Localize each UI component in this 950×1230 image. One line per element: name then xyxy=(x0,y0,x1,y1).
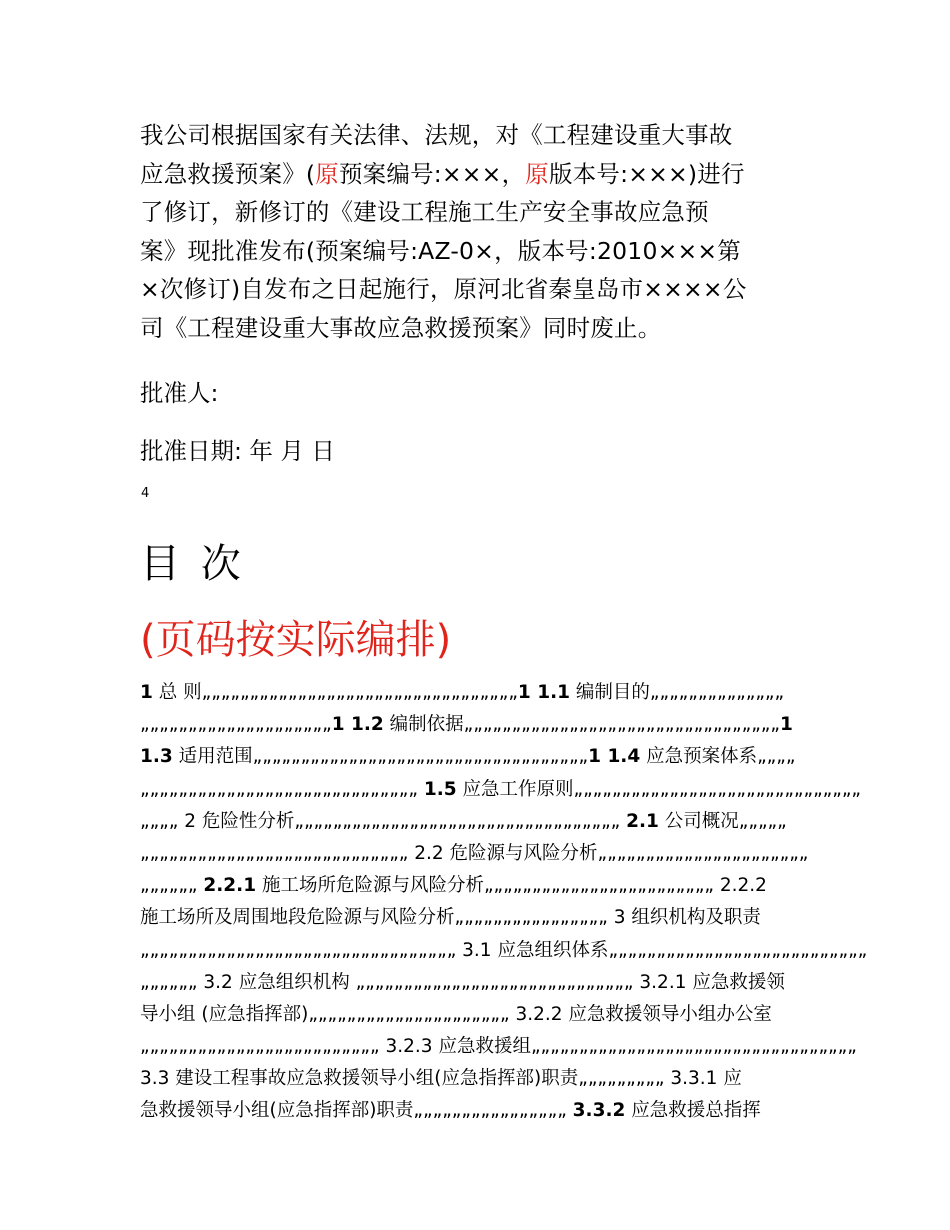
text-run: 司《工程建设重大事故应急救援预案》同时废止。 xyxy=(140,313,662,342)
toc-number: 2.2.1 xyxy=(203,875,257,897)
toc-text: 导小组 (应急指挥部)„„„„„„„„„„„„„„„„„„„„„ 3.2.2 应急救援领导小组办公室 xyxy=(140,1003,772,1025)
toc-line xyxy=(140,999,820,1031)
toc-line xyxy=(140,709,820,741)
toc-number: 3.3.2 xyxy=(572,1100,626,1122)
toc-number: 1.5 xyxy=(423,778,457,800)
toc-number: 1 1.1 xyxy=(517,682,571,703)
toc-text: 编制依据„„„„„„„„„„„„„„„„„„„„„„„„„„„„„„„„„ xyxy=(383,714,780,736)
toc-number: 1 xyxy=(140,682,153,703)
highlight-text: 原 xyxy=(315,159,339,188)
page-number: 4 xyxy=(141,486,150,501)
toc-text: 施工场所危险源与风险分析„„„„„„„„„„„„„„„„„„„„„„„„ 2.2.2 xyxy=(256,875,767,897)
toc-text: „„„„„„„„„„„„„„„„„„„„„„„„„ 3.2.3 应急救援组„„„„„„„„„„„„„„„„„„„„„„„„„„„„„„„„„„ xyxy=(140,1036,857,1058)
toc-line xyxy=(140,774,862,806)
paragraph-line xyxy=(140,116,820,155)
highlight-text: 原 xyxy=(525,159,549,188)
toc-text: 急救援领导小组(应急指挥部)职责„„„„„„„„„„„„„„„„ xyxy=(140,1100,573,1122)
toc-number: 2.1 xyxy=(626,810,659,832)
toc-text: „„„„„„„„„„„„„„„„„„„„„„„„„„„„ 2.2 危险源与风险分析„„„„„„„„„„„„„„„„„„„„„„ xyxy=(140,842,809,864)
toc-note: (页码按实际编排) xyxy=(140,617,452,663)
toc-text: 编制目的„„„„„„„„„„„„„„ xyxy=(570,682,785,703)
approval-date-label: 批准日期: 年 月 日 xyxy=(140,437,335,465)
toc-line xyxy=(140,806,820,838)
toc-text: 应急工作原则„„„„„„„„„„„„„„„„„„„„„„„„„„„„„„ xyxy=(456,778,862,800)
toc-text: 应急救援总指挥 xyxy=(625,1100,761,1122)
toc-text: „„„„ 2 危险性分析„„„„„„„„„„„„„„„„„„„„„„„„„„„„„„„„„„ xyxy=(140,810,627,832)
toc-line xyxy=(140,1063,820,1095)
toc-line xyxy=(140,935,868,967)
paragraph-line xyxy=(140,232,820,271)
approval-paragraph xyxy=(140,116,820,347)
paragraph-line xyxy=(140,155,820,194)
toc-text: 3.3 建设工程事故应急救援领导小组(应急指挥部)职责„„„„„„„„„ 3.3.1 应 xyxy=(140,1068,742,1090)
toc-text: 总 则„„„„„„„„„„„„„„„„„„„„„„„„„„„„„„„„„ xyxy=(152,682,518,703)
toc-text: „„„„„„ xyxy=(140,875,204,897)
text-run: 了修订，新修订的《建设工程施工生产安全事故应急预 xyxy=(140,198,709,226)
toc-number: 1 1.4 xyxy=(588,746,641,768)
paragraph-line xyxy=(140,270,820,309)
text-run: 我公司根据国家有关法律、法规，对《工程建设重大事故 xyxy=(140,121,733,149)
text-run: ×次修订)自发布之日起施行，原河北省秦皇岛市××××公 xyxy=(140,275,747,303)
toc-line xyxy=(140,677,820,709)
toc-heading: 目 次 xyxy=(140,541,245,587)
toc-text: 应急预案体系„„„„ xyxy=(640,746,796,768)
toc-line xyxy=(140,1031,857,1063)
toc-text: 施工场所及周围地段危险源与风险分析„„„„„„„„„„„„„„„„ 3 组织机构及职责 xyxy=(140,907,761,929)
toc-text: „„„„„„„„„„„„„„„„„„„„„„„„„„„„„„„„„ 3.1 应急组织体系„„„„„„„„„„„„„„„„„„„„„„„„„„„ xyxy=(140,939,868,961)
table-of-contents xyxy=(140,677,868,1128)
approver-label: 批准人: xyxy=(140,379,219,407)
toc-text: „„„„„„„„„„„„„„„„„„„„ xyxy=(140,714,332,736)
toc-line xyxy=(140,967,820,999)
text-run: 版本号:×××)进行 xyxy=(548,159,745,188)
text-run: 预案编号:×××， xyxy=(338,159,526,188)
text-run: 应急救援预案》( xyxy=(140,159,316,188)
paragraph-line xyxy=(140,309,820,348)
toc-line xyxy=(140,1095,820,1127)
toc-text: „„„„„„„„„„„„„„„„„„„„„„„„„„„„„ xyxy=(140,778,424,800)
text-run: 案》现批准发布(预案编号:AZ-0×，版本号:2010×××第 xyxy=(140,236,741,265)
toc-line xyxy=(140,902,820,934)
toc-line xyxy=(140,741,820,773)
toc-line xyxy=(140,838,820,870)
toc-text: 适用范围„„„„„„„„„„„„„„„„„„„„„„„„„„„„„„„„„„„ xyxy=(172,746,589,768)
toc-text: „„„„„„ 3.2 应急组织机构 „„„„„„„„„„„„„„„„„„„„„„„„„„„„„ 3.2.1 应急救援领 xyxy=(140,971,785,993)
toc-number: 1.3 xyxy=(140,746,173,768)
toc-text: 公司概况„„„„„ xyxy=(658,810,787,832)
toc-line xyxy=(140,870,820,902)
paragraph-line xyxy=(140,193,820,232)
toc-number: 1 1.2 xyxy=(331,714,384,736)
toc-number: 1 xyxy=(779,714,793,736)
